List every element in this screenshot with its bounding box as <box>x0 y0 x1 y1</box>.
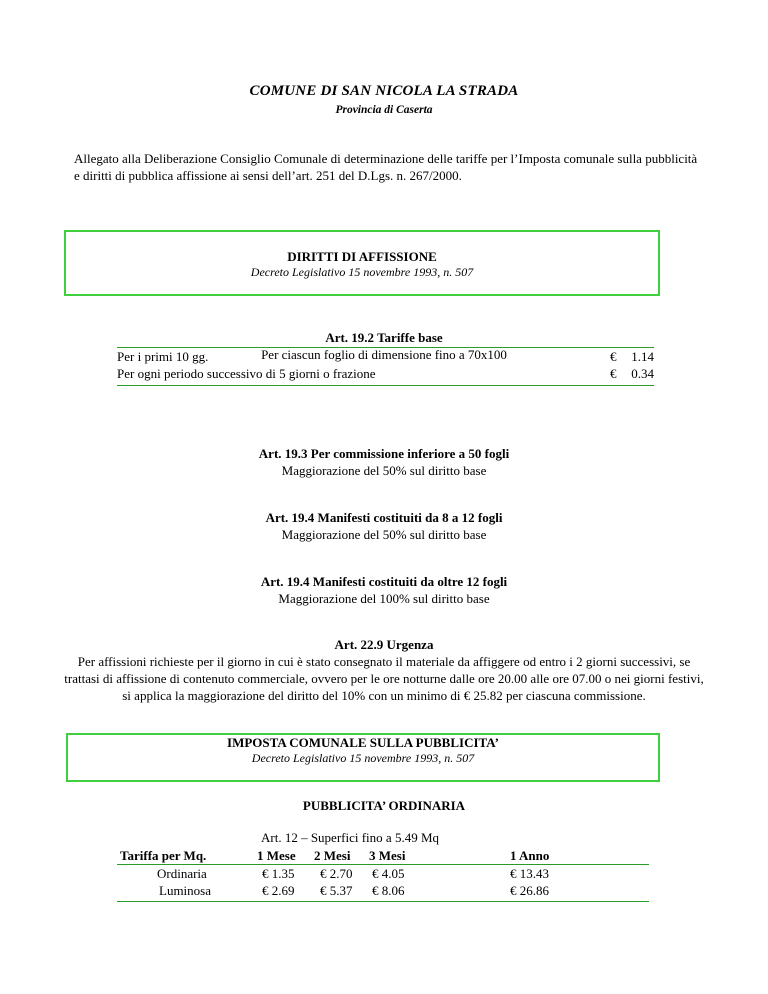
ordinaria-table <box>117 829 649 904</box>
article-229-text: Per affissioni richieste per il giorno in cui è stato consegnato il materiale da affiggere od entro i 2 giorni successivi, se trattasi di affissione di contenuto commerciale, ovvero per le ore notturne dalle ore 20.00 alle ore 07.00 o nei giorni festivi, si applica la maggiorazione del diritto del 10% con un minimo di € 25.82 per ciascuna commissione. <box>64 654 704 703</box>
row-label: Per ogni periodo successivo di 5 giorni o frazione <box>117 366 376 381</box>
article-title: Art. 19.3 Per commissione inferiore a 50 fogli <box>258 446 510 461</box>
column-header: 1 Mese <box>257 848 296 863</box>
table-rule-top <box>117 864 649 865</box>
article-194-b <box>0 573 768 607</box>
article-desc: Maggiorazione del 50% sul diritto base <box>281 463 487 478</box>
cell-type: Ordinaria <box>157 866 207 881</box>
row-value: 0.34 <box>631 366 654 381</box>
cell-3-mesi: € 4.05 <box>372 866 405 881</box>
art12-caption: Art. 12 – Superfici fino a 5.49 Mq <box>261 830 440 845</box>
table-row <box>117 366 654 383</box>
article-title: Art. 22.9 Urgenza <box>334 637 434 652</box>
row-value: 1.14 <box>631 349 654 364</box>
row-label: Per i primi 10 gg. <box>117 349 209 364</box>
page-title: COMUNE DI SAN NICOLA LA STRADA <box>249 83 519 99</box>
table-rule-bottom <box>117 385 654 386</box>
section-box-affissione <box>64 230 660 296</box>
article-desc: Per ciascun foglio di dimensione fino a 70x100 <box>261 347 507 362</box>
cell-1-anno: € 13.43 <box>510 866 549 881</box>
section-heading: DIRITTI DI AFFISSIONE <box>287 249 437 264</box>
section-decree: Decreto Legislativo 15 novembre 1993, n. 507 <box>251 751 475 765</box>
article-193 <box>0 445 768 479</box>
row-currency: € <box>610 366 617 381</box>
column-header: 1 Anno <box>510 848 550 863</box>
table-rule-top <box>117 347 654 348</box>
table-rule-bottom <box>117 901 649 902</box>
table-row <box>117 349 654 366</box>
row-currency: € <box>610 349 617 364</box>
article-229-title <box>0 636 768 653</box>
column-header: 3 Mesi <box>369 848 406 863</box>
article-title: Art. 19.4 Manifesti costituiti da 8 a 12 fogli <box>265 510 503 525</box>
cell-1-mese: € 1.35 <box>262 866 295 881</box>
article-title: Art. 19.2 Tariffe base <box>325 330 443 345</box>
cell-2-mesi: € 2.70 <box>320 866 353 881</box>
cell-1-anno: € 26.86 <box>510 883 549 898</box>
cell-1-mese: € 2.69 <box>262 883 295 898</box>
section-decree: Decreto Legislativo 15 novembre 1993, n. 507 <box>250 265 474 279</box>
intro-paragraph: Allegato alla Deliberazione Consiglio Comunale di determinazione delle tariffe per l’Imposta comunale sulla pubblicità e diritti di pubblica affissione ai sensi dell’art. 251 del D.Lgs. n. 267/2000. <box>74 151 698 183</box>
article-194-a <box>0 509 768 543</box>
cell-2-mesi: € 5.37 <box>320 883 353 898</box>
column-header: Tariffa per Mq. <box>120 848 207 863</box>
section-heading: IMPOSTA COMUNALE SULLA PUBBLICITA’ <box>227 735 499 750</box>
article-desc: Maggiorazione del 100% sul diritto base <box>278 591 490 606</box>
page-subtitle: Provincia di Caserta <box>335 104 433 116</box>
section-box-pubblicita <box>66 733 660 782</box>
article-desc: Maggiorazione del 50% sul diritto base <box>281 527 487 542</box>
article-title: Art. 19.4 Manifesti costituiti da oltre 12 fogli <box>260 574 508 589</box>
column-header: 2 Mesi <box>314 848 351 863</box>
ordinaria-heading: PUBBLICITA’ ORDINARIA <box>302 798 466 813</box>
tariff-table <box>117 346 654 410</box>
cell-3-mesi: € 8.06 <box>372 883 405 898</box>
cell-type: Luminosa <box>159 883 211 898</box>
